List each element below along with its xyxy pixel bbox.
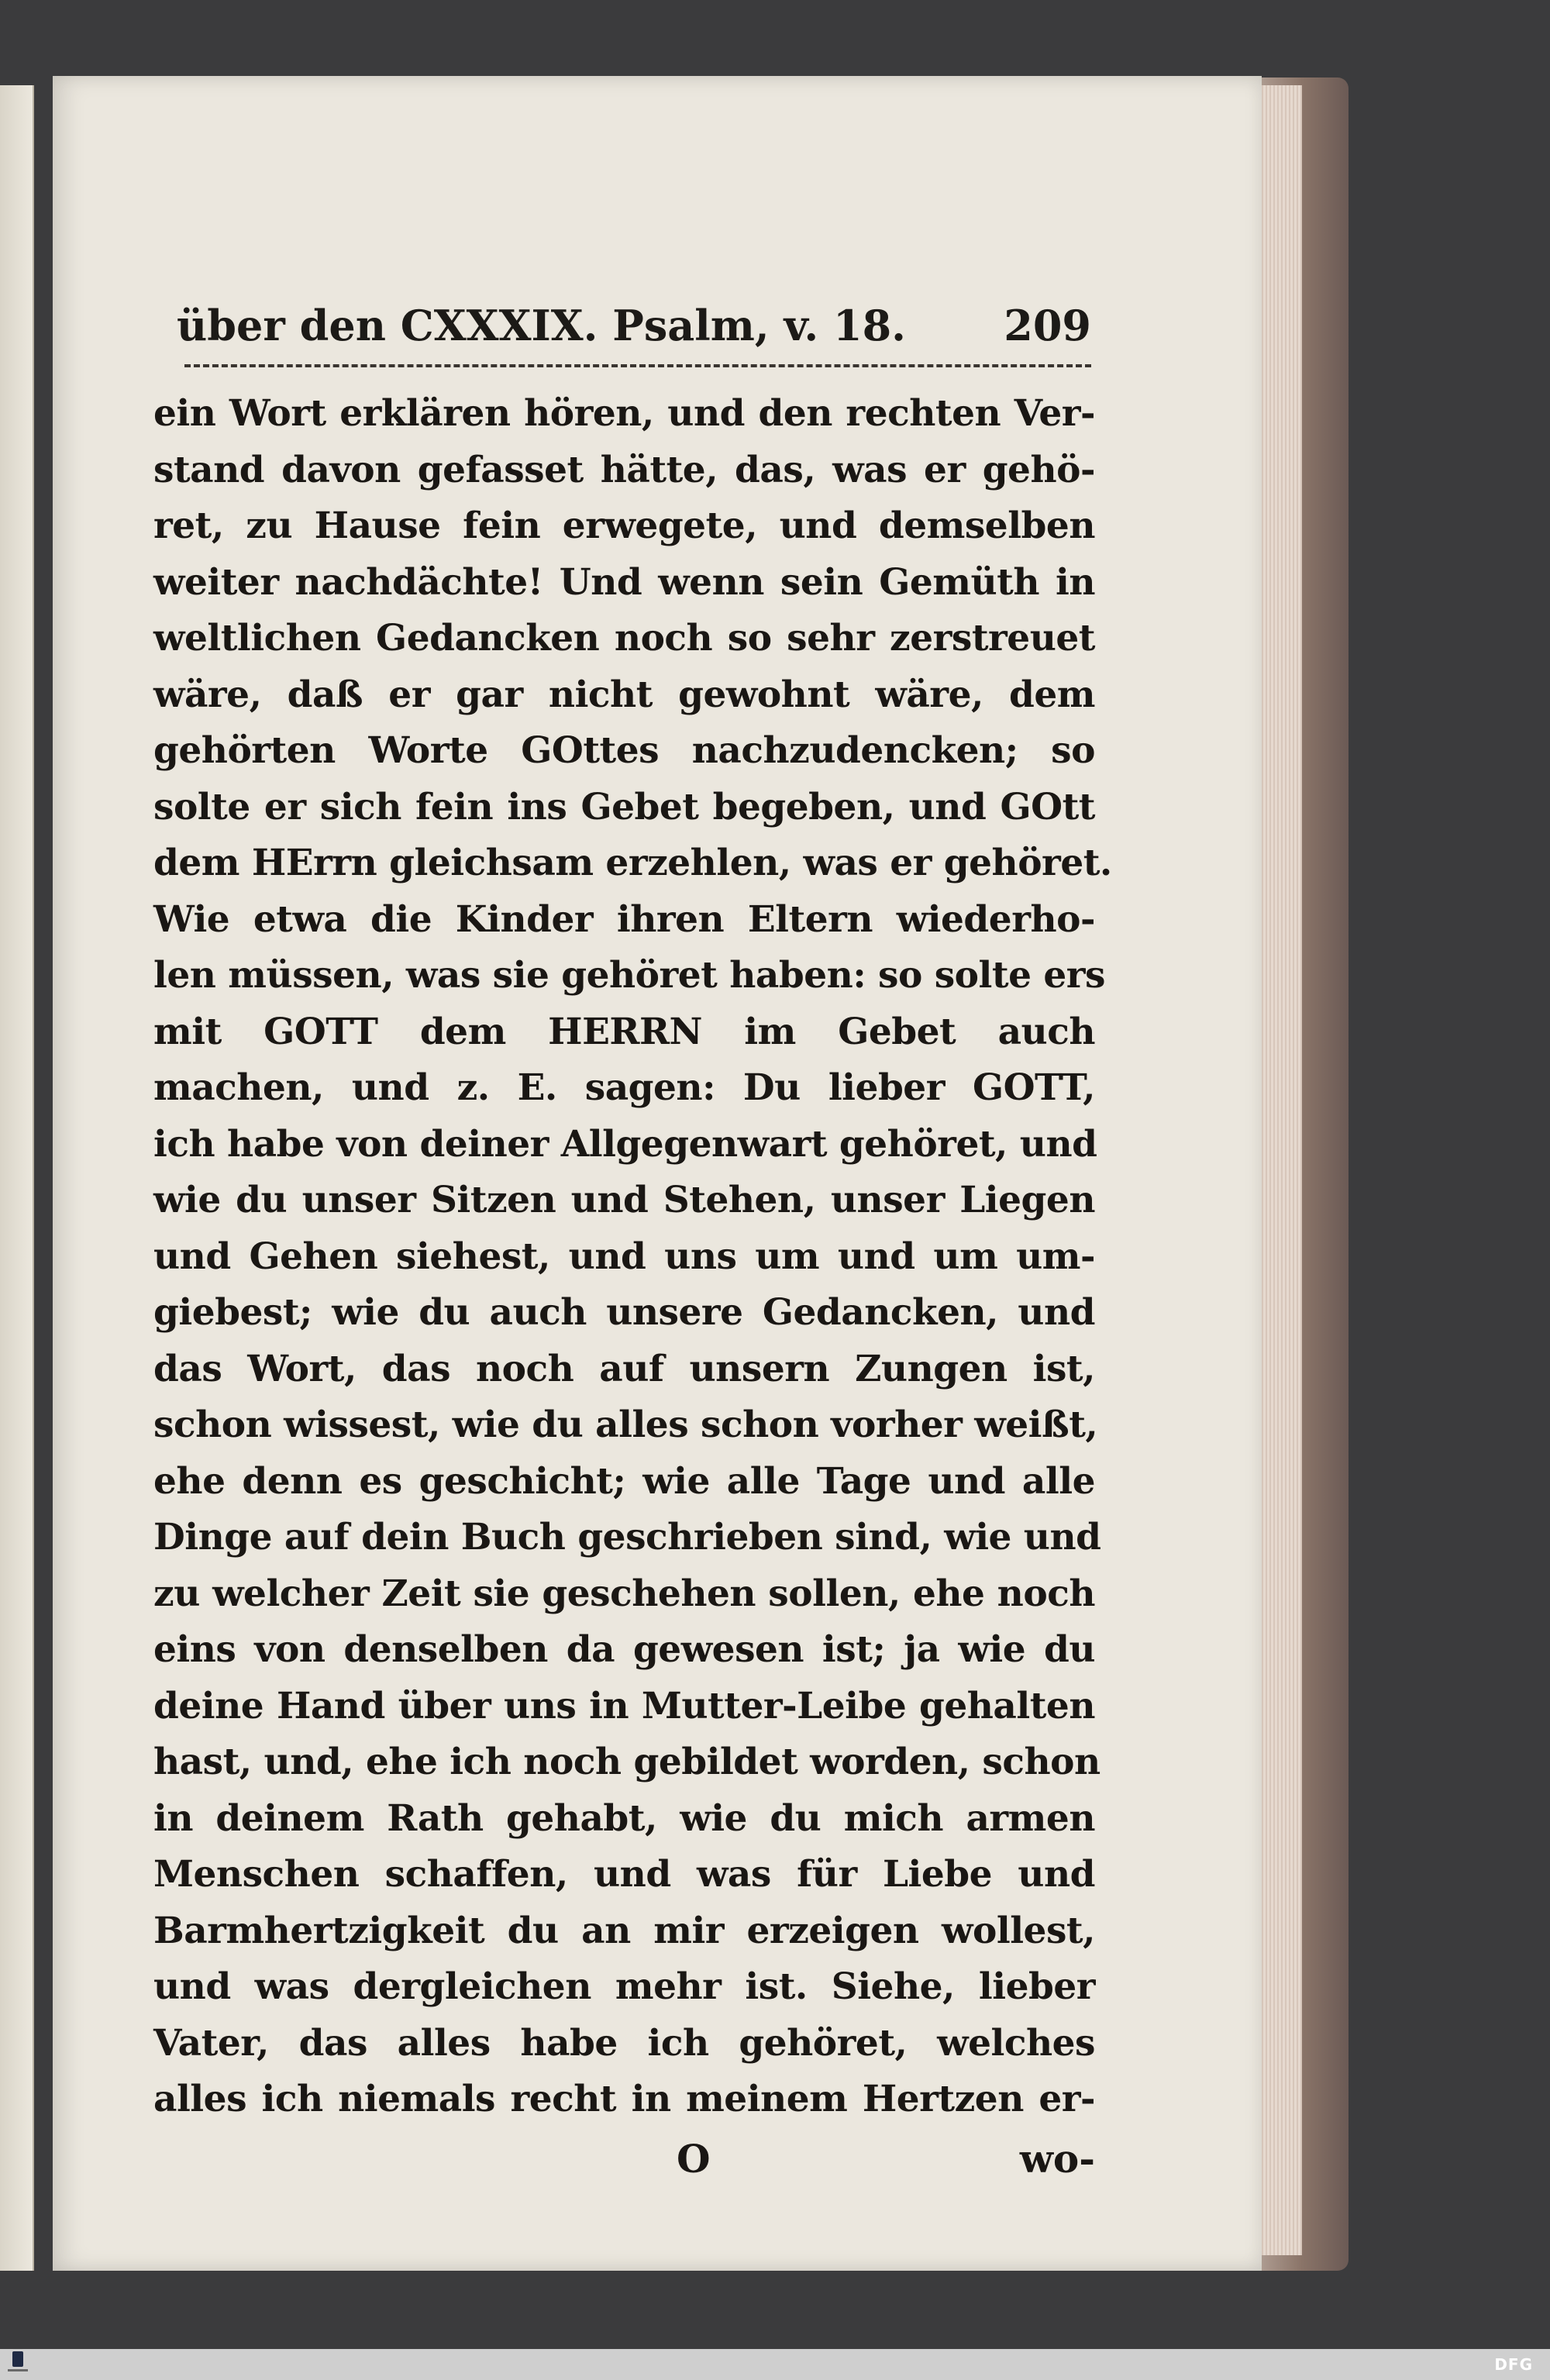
text-line: Wie etwa die Kinder ihren Eltern wiederho- [153,897,1095,941]
text-line: eins von denselben da gewesen ist; ja wie du [153,1628,1095,1671]
text-line: weiter nachdächte! Und wenn sein Gemüth in [153,560,1095,604]
text-line: zu welcher Zeit sie geschehen sollen, ehe noch [153,1572,1095,1615]
text-line: mit GOTT dem HERRN im Gebet auch [153,1010,1095,1053]
catchword: wo- [1019,2136,1095,2182]
page-number: 209 [1004,301,1091,350]
text-line: und Gehen siehest, und uns um und um um- [153,1235,1095,1278]
signature-mark: O [677,2136,711,2182]
text-line: ein Wort erklären hören, und den rechten Ver- [153,392,1095,435]
text-line: giebest; wie du auch unsere Gedancken, und [153,1291,1095,1334]
text-line: ret, zu Hause fein erwegete, und demselben [153,505,1095,547]
text-line: Dinge auf dein Buch geschrieben sind, wie und [153,1516,1101,1559]
text-line: hast, und, ehe ich noch gebildet worden, schon [153,1741,1100,1783]
header-rule [184,364,1091,367]
catchword-line [153,2136,1095,2192]
text-line: ich habe von deiner Allgegenwart gehöret, und [153,1122,1097,1166]
text-line: Barmhertzigkeit du an mir erzeigen wollest, [153,1909,1095,1952]
dfg-label: DFG [1494,2355,1533,2374]
text-line: len müssen, was sie gehöret haben: so solte ers [153,954,1105,997]
text-line: wäre, daß er gar nicht gewohnt wäre, dem [153,673,1095,716]
book-page [53,76,1262,2271]
body-text [153,386,1112,2128]
left-page-edge [0,85,34,2271]
text-line: weltlichen Gedancken noch so sehr zerstreuet [153,617,1095,660]
viewer-footer-bar [0,2349,1550,2380]
text-line: wie du unser Sitzen und Stehen, unser Liegen [153,1179,1095,1221]
library-logo-icon [6,2351,29,2378]
text-line: ehe denn es geschicht; wie alle Tage und alle [153,1459,1095,1503]
running-head [177,301,1091,355]
text-line: und was dergleichen mehr ist. Siehe, lieber [153,1965,1095,2008]
text-line: stand davon gefasset hätte, das, was er gehö- [153,448,1095,491]
running-head-title: über den CXXXIX. Psalm, v. 18. [177,301,906,350]
text-line: das Wort, das noch auf unsern Zungen ist, [153,1347,1095,1390]
text-line: dem HErrn gleichsam erzehlen, was er gehöret. [153,842,1112,884]
text-line: solte er sich fein ins Gebet begeben, und GOtt [153,785,1095,828]
text-line: machen, und z. E. sagen: Du lieber GOTT, [153,1066,1095,1109]
text-line: alles ich niemals recht in meinem Hertzen er- [153,2078,1095,2120]
text-line: schon wissest, wie du alles schon vorher weißt, [153,1404,1098,1446]
text-line: Vater, das alles habe ich gehöret, welches [153,2021,1095,2065]
text-line: gehörten Worte GOttes nachzudencken; so [153,729,1095,772]
text-line: Menschen schaffen, und was für Liebe und [153,1853,1095,1896]
text-line: deine Hand über uns in Mutter-Leibe gehalten [153,1684,1095,1727]
text-line: in deinem Rath gehabt, wie du mich armen [153,1796,1095,1840]
